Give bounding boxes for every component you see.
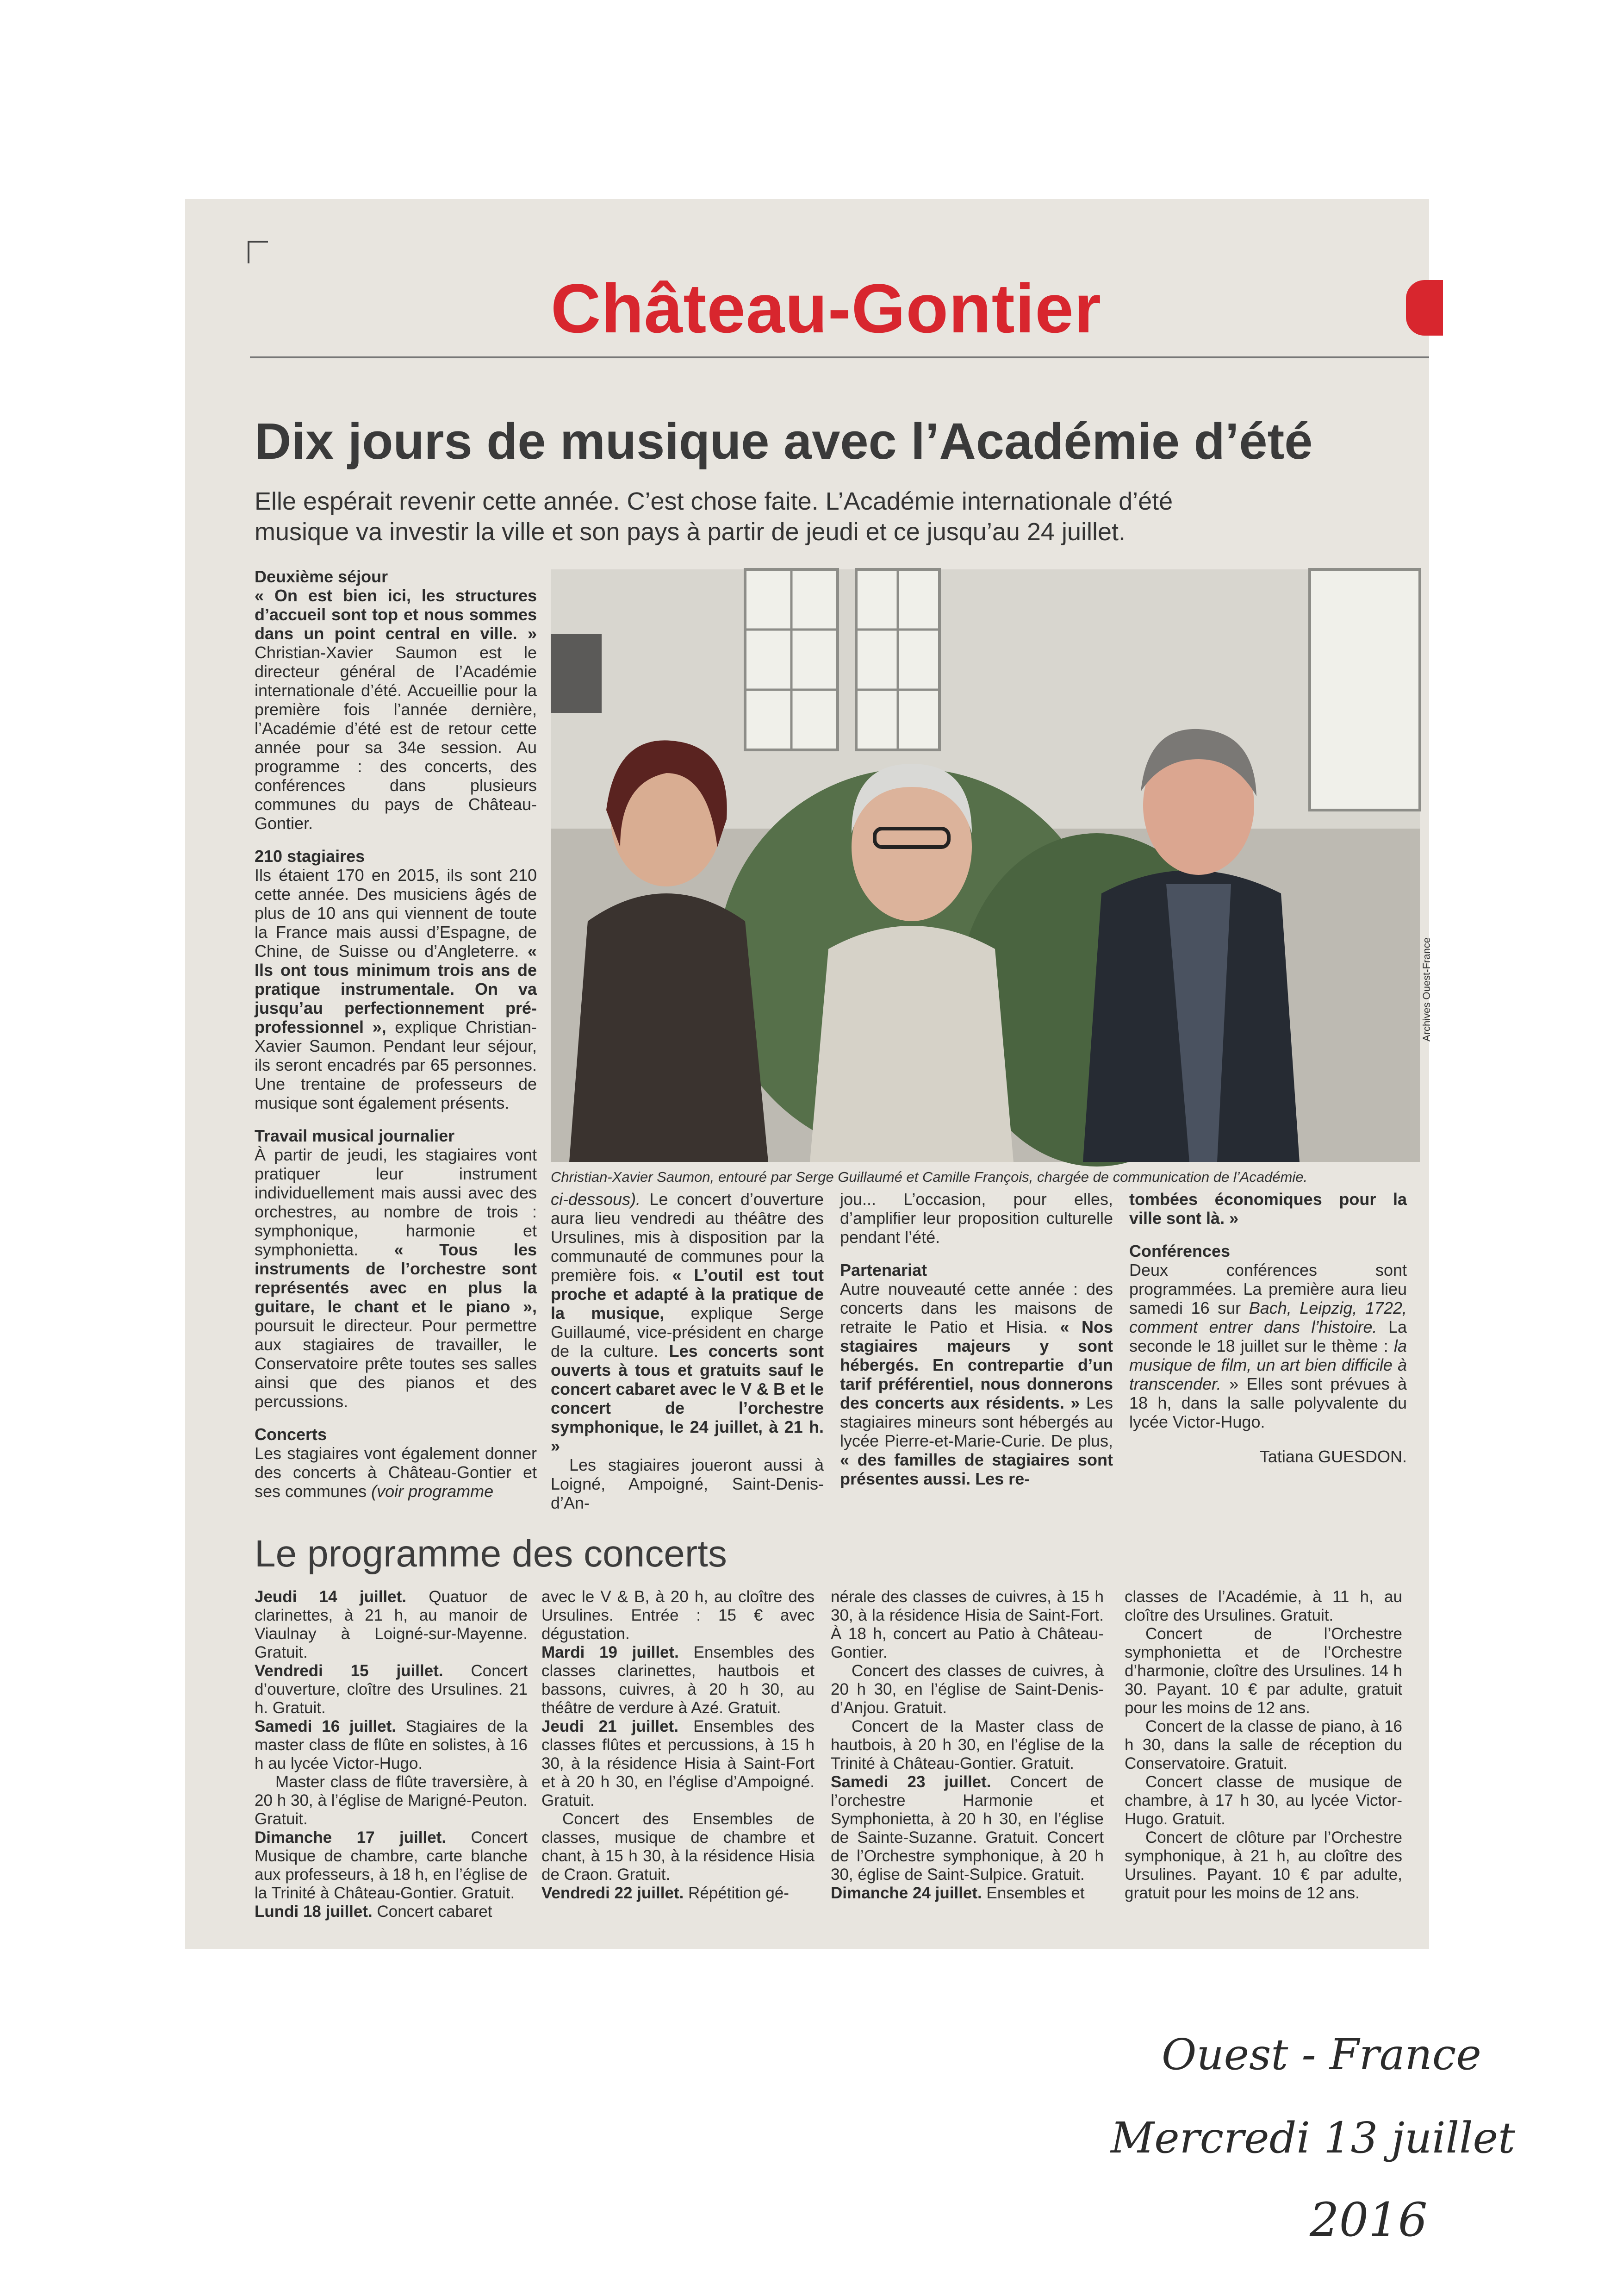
newspaper-clipping [185,199,1432,1949]
subhead: Deuxième séjour [255,567,388,586]
programme-text: Stagiaires de la master class de flûte en solistes, à 16 h au lycée Victor-Hugo. [255,1717,528,1772]
programme-entry [541,1588,815,1643]
programme-entry [1125,1717,1402,1773]
paragraph: Autre nouveauté cette année : des concerts dans les maisons de retraite le Patio et Hisia. « Nos stagiaires majeurs y sont hébergés. En contrepartie d’un tarif préférentiel, nous donnerons des concerts aux résidents. » Les stagiaires mineurs sont hébergés au lycée Pierre-et-Marie-Curie. De plus, « des familles de stagiaires sont présentes aussi. Les re- [840,1279,1113,1488]
programme-text: classes de l’Académie, à 11 h, au cloître des Ursulines. Gratuit. [1125,1588,1402,1624]
article-photo [551,569,1420,1162]
handwritten-line: Ouest - France [1162,2030,1481,2079]
programme-text: Concert cabaret [372,1903,492,1921]
programme-text: Quatuor de clarinettes, à 21 h, au manoir de Viaulnay à Loigné-sur-Mayenne. Gratuit. [255,1588,528,1661]
section-tab [1406,280,1443,336]
programme-text: Concert de la Master class de hautbois, à 20 h 30, en l’église de la Trinité à Château-Gontier. Gratuit. [831,1717,1104,1772]
programme-text: Concert de l’Orchestre symphonietta et de l’Orchestre d’harmonie, cloître des Ursulines. 14 h 30. Payant. 10 € par adulte, gratuit pour les moins de 12 ans. [1125,1625,1402,1717]
paragraph: jou... L’occasion, pour elles, d’amplifier leur proposition culturelle pendant l’été. [840,1190,1113,1247]
subhead: 210 stagiaires [255,847,365,866]
subhead: Partenariat [840,1260,927,1279]
article-column-1 [255,567,537,1501]
programme-entry [255,1828,528,1903]
paragraph: Les stagiaires joueront aussi à Loigné, Ampoigné, Saint-Denis-d’An- [551,1455,824,1512]
programme-entry [1125,1588,1402,1625]
programme-text: Concert de la classe de piano, à 16 h 30, dans la salle de réception du Conservatoire. Gratuit. [1125,1717,1402,1772]
programme-date: Samedi 23 juillet. [831,1773,991,1791]
article-column-2 [551,1190,824,1512]
programme-entry [255,1773,528,1828]
article-headline: Dix jours de musique avec l’Académie d’été [255,413,1313,470]
section-title: Château-Gontier [551,269,1102,347]
subhead: Conférences [1129,1242,1231,1260]
subhead: Concerts [255,1425,327,1444]
article-column-3 [840,1190,1113,1488]
programme-column-2 [541,1588,815,1903]
paragraph: Deux conférences sont programmées. La première aura lieu samedi 16 sur Bach, Leipzig, 1722, comment entrer dans l’histoire. La seconde le 18 juillet sur le thème : la musique de film, un art bien difficile à transcender. » Elles sont prévues à 18 h, dans la salle polyvalente du lycée Victor-Hugo. [1129,1260,1407,1431]
programme-entry [1125,1828,1402,1903]
programme-text: Ensembles des classes flûtes et percussions, à 15 h 30, à la résidence Hisia à Saint-Fort et à 20 h 30, en l’église d’Ampoigné. Gratuit. [541,1717,815,1809]
programme-entry [541,1810,815,1884]
programme-entry [1125,1625,1402,1717]
programme-text: Ensembles des classes clarinettes, hautbois et bassons, cuivres, à 20 h 30, au théâtre de verdure à Azé. Gratuit. [541,1643,815,1717]
programme-entry [255,1903,528,1921]
photo-credit: Archives Ouest-France [1421,937,1432,1042]
handwritten-line: 2016 [1310,2193,1428,2247]
programme-column-1 [255,1588,528,1921]
programme-entry [541,1717,815,1810]
programme-column-4 [1125,1588,1402,1903]
handwritten-note [1111,2018,1527,2268]
header-rule [250,356,1429,358]
programme-date: Mardi 19 juillet. [541,1643,679,1661]
programme-text: Concert des classes de cuivres, à 20 h 30, en l’église de Saint-Denis-d’Anjou. Gratuit. [831,1662,1104,1717]
programme-title: Le programme des concerts [255,1533,727,1575]
programme-text: Concert d’ouverture, cloître des Ursulines. 21 h. Gratuit. [255,1662,528,1717]
programme-text: Concert de clôture par l’Orchestre symphonique, à 21 h, au cloître des Ursulines. Payant. 10 € par adulte, gratuit pour les moins de 12 ans. [1125,1828,1402,1902]
paragraph: ci-dessous). Le concert d’ouverture aura lieu vendredi au théâtre des Ursulines, mis à disposition par la communauté de communes pour la première fois. « L’outil est tout proche et adapté à la pratique de la musique, explique Serge Guillaumé, vice-président en charge de la culture. Les concerts sont ouverts à tous et gratuits sauf le concert cabaret avec le V & B et le concert de l’orchestre symphonique, le 24 juillet, à 21 h. » [551,1190,824,1455]
programme-entry [831,1717,1104,1773]
programme-entry [1125,1773,1402,1828]
photo-caption: Christian-Xavier Saumon, entouré par Serge Guillaumé et Camille François, chargée de communication de l’Académie. [551,1169,1308,1185]
programme-date: Samedi 16 juillet. [255,1717,397,1735]
programme-date: Vendredi 22 juillet. [541,1884,684,1902]
programme-date: Dimanche 24 juillet. [831,1884,982,1902]
programme-text: Concert des Ensembles de classes, musique de chambre et chant, à 15 h 30, à la résidence Hisia de Craon. Gratuit. [541,1810,815,1884]
article-column-4 [1129,1190,1407,1466]
paragraph: À partir de jeudi, les stagiaires vont pratiquer leur instrument individuellement mais aussi avec des orchestres, au nombre de trois : symphonique, harmonie et symphonietta. « Tous les instruments de l’orchestre sont représentés avec en plus la guitare, le chant et le piano », poursuit le directeur. Pour permettre aux stagiaires de travailler, le Conservatoire prête toutes ses salles ainsi que des pianos et des percussions. [255,1145,537,1411]
programme-text: Concert Musique de chambre, carte blanche aux professeurs, à 18 h, en l’église de la Trinité à Château-Gontier. Gratuit. [255,1828,528,1902]
handwritten-line: Mercredi 13 juillet [1111,2113,1515,2163]
programme-text: Répétition gé- [684,1884,789,1902]
programme-entry [831,1773,1104,1884]
crop-mark [248,241,268,263]
programme-date: Vendredi 15 juillet. [255,1662,443,1680]
programme-column-3 [831,1588,1104,1903]
programme-date: Dimanche 17 juillet. [255,1828,447,1847]
programme-entry [255,1717,528,1773]
programme-text: nérale des classes de cuivres, à 15 h 30, à la résidence Hisia de Saint-Fort. À 18 h, concert au Patio à Château-Gontier. [831,1588,1104,1661]
article-lede: Elle espérait revenir cette année. C’est chose faite. L’Académie internationale d’été musique va investir la ville et son pays à partir de jeudi et ce jusqu’au 24 juillet. [255,487,1173,546]
programme-text: Concert de l’orchestre Harmonie et Symphonietta, à 20 h 30, en l’église de Sainte-Suzanne. Gratuit. Concert de l’Orchestre symphonique, à 20 h 30, église de Saint-Sulpice. Gratuit. [831,1773,1104,1884]
programme-entry [541,1884,815,1903]
subhead: Travail musical journalier [255,1126,455,1145]
programme-text: Concert classe de musique de chambre, à 17 h 30, au lycée Victor-Hugo. Gratuit. [1125,1773,1402,1828]
paragraph: tombées économiques pour la ville sont là. » [1129,1190,1407,1228]
programme-entry [255,1588,528,1662]
programme-text: avec le V & B, à 20 h, au cloître des Ursulines. Entrée : 15 € avec dégustation. [541,1588,815,1643]
programme-entry [541,1643,815,1717]
programme-entry [831,1588,1104,1662]
programme-text: Ensembles et [982,1884,1085,1902]
programme-date: Jeudi 21 juillet. [541,1717,678,1735]
paragraph: Ils étaient 170 en 2015, ils sont 210 cette année. Des musiciens âgés de plus de 10 ans qui viennent de toute la France mais aussi d’Espagne, de Chine, de Suisse ou d’Angleterre. « Ils ont tous minimum trois ans de pratique instrumentale. On va jusqu’au perfectionnement pré-professionnel », explique Christian-Xavier Saumon. Pendant leur séjour, ils seront encadrés par 65 personnes. Une trentaine de professeurs de musique sont également présents. [255,866,537,1112]
paragraph: « On est bien ici, les structures d’accueil sont top et nous sommes dans un point central en ville. » Christian-Xavier Saumon est le directeur général de l’Académie internationale d’été. Accueillie pour la première fois l’année dernière, l’Académie d’été est de retour cette année pour sa 34e session. Au programme : des concerts, des conférences dans plusieurs communes du pays de Château-Gontier. [255,586,537,833]
paragraph: Les stagiaires vont également donner des concerts à Château-Gontier et ses communes (voir programme [255,1444,537,1501]
byline: Tatiana GUESDON. [1259,1447,1407,1466]
programme-date: Jeudi 14 juillet. [255,1588,407,1606]
programme-date: Lundi 18 juillet. [255,1903,373,1921]
programme-text: Master class de flûte traversière, à 20 h 30, à l’église de Marigné-Peuton. Gratuit. [255,1773,528,1828]
programme-entry [255,1662,528,1717]
programme-entry [831,1662,1104,1717]
programme-entry [831,1884,1104,1903]
